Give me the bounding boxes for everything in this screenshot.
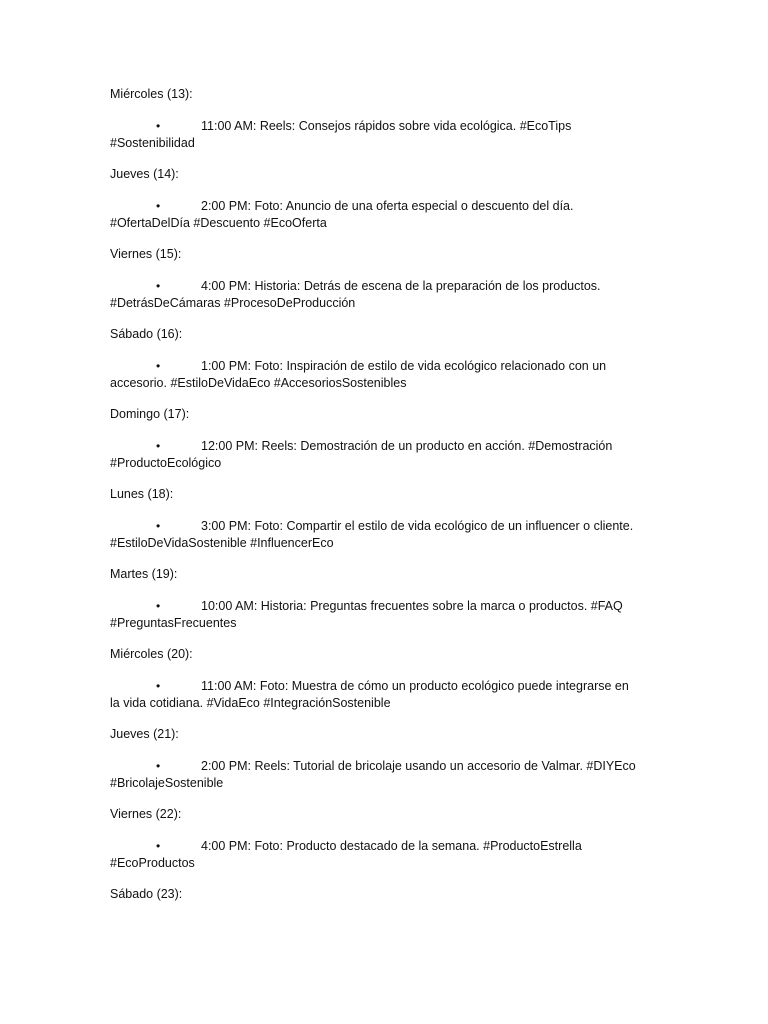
bullet: •: [156, 839, 161, 853]
bullet: •: [156, 119, 161, 133]
list-item: [110, 278, 655, 311]
list-item: [110, 438, 655, 471]
list-item: [110, 598, 655, 631]
day-heading: Martes (19):: [110, 567, 178, 581]
day-heading: Viernes (15):: [110, 247, 182, 261]
bullet: •: [156, 759, 161, 773]
entry-line-1: 10:00 AM: Historia: Preguntas frecuentes sobre la marca o productos. #FAQ: [201, 599, 623, 613]
list-item: [110, 678, 655, 711]
entry-line-2: #OfertaDelDía #Descuento #EcoOferta: [110, 215, 327, 230]
bullet: •: [156, 359, 161, 373]
entry-line-1: 3:00 PM: Foto: Compartir el estilo de vida ecológico de un influencer o cliente.: [201, 519, 634, 533]
day-heading: Sábado (16):: [110, 327, 183, 341]
bullet: •: [156, 439, 161, 453]
entry-line-1: 4:00 PM: Foto: Producto destacado de la semana. #ProductoEstrella: [201, 839, 582, 853]
entry-line-2: #PreguntasFrecuentes: [110, 615, 237, 630]
entry-line-2: #ProductoEcológico: [110, 455, 222, 470]
entry-line-1: 1:00 PM: Foto: Inspiración de estilo de vida ecológico relacionado con un: [201, 359, 607, 373]
list-item: [110, 118, 655, 151]
entry-line-2: #Sostenibilidad: [110, 135, 195, 150]
list-item: [110, 518, 655, 551]
bullet: •: [156, 279, 161, 293]
day-heading: Miércoles (13):: [110, 87, 193, 101]
entry-line-1: 11:00 AM: Foto: Muestra de cómo un producto ecológico puede integrarse en: [201, 679, 629, 693]
day-heading: Sábado (23):: [110, 887, 183, 901]
list-item: [110, 758, 655, 791]
entry-line-1: 12:00 PM: Reels: Demostración de un producto en acción. #Demostración: [201, 439, 613, 453]
entry-line-2: accesorio. #EstiloDeVidaEco #AccesoriosSostenibles: [110, 375, 407, 390]
bullet: •: [156, 519, 161, 533]
entry-line-2: la vida cotidiana. #VidaEco #IntegraciónSostenible: [110, 695, 391, 710]
day-heading: Domingo (17):: [110, 407, 190, 421]
entry-line-2: #EstiloDeVidaSostenible #InfluencerEco: [110, 535, 334, 550]
day-heading: Lunes (18):: [110, 487, 174, 501]
day-heading: Jueves (21):: [110, 727, 179, 741]
entry-line-2: #BricolajeSostenible: [110, 775, 224, 790]
entry-line-2: #DetrásDeCámaras #ProcesoDeProducción: [110, 295, 356, 310]
bullet: •: [156, 199, 161, 213]
entry-line-1: 4:00 PM: Historia: Detrás de escena de la preparación de los productos.: [201, 279, 601, 293]
day-heading: Miércoles (20):: [110, 647, 193, 661]
list-item: [110, 358, 655, 391]
entry-line-1: 2:00 PM: Reels: Tutorial de bricolaje usando un accesorio de Valmar. #DIYEco: [201, 759, 636, 773]
entry-line-1: 11:00 AM: Reels: Consejos rápidos sobre vida ecológica. #EcoTips: [201, 119, 572, 133]
bullet: •: [156, 599, 161, 613]
entry-line-1: 2:00 PM: Foto: Anuncio de una oferta especial o descuento del día.: [201, 199, 574, 213]
list-item: [110, 198, 655, 231]
document-page: [110, 86, 655, 903]
list-item: [110, 838, 655, 871]
bullet: •: [156, 679, 161, 693]
day-heading: Viernes (22):: [110, 807, 182, 821]
day-heading: Jueves (14):: [110, 167, 179, 181]
entry-line-2: #EcoProductos: [110, 855, 195, 870]
